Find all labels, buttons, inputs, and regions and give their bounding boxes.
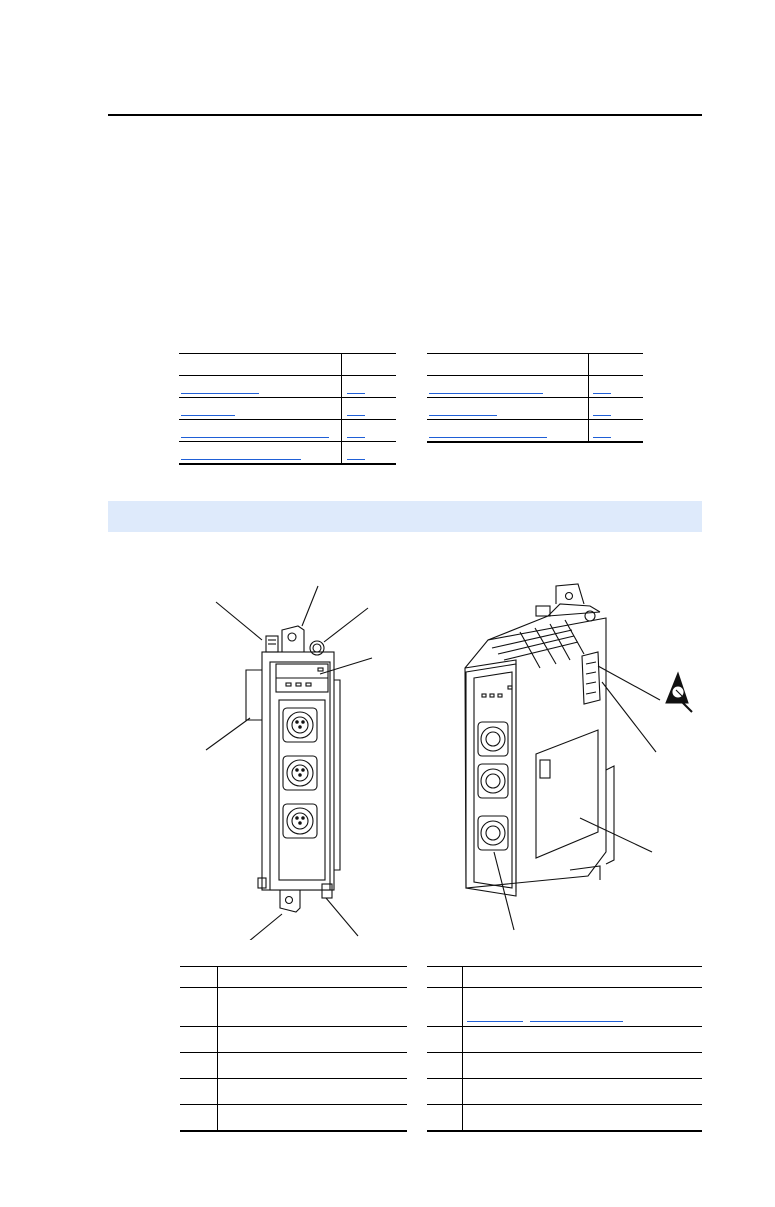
toc-link[interactable]: [181, 415, 235, 416]
toc-link[interactable]: [181, 393, 259, 394]
toc-page-link[interactable]: [347, 459, 365, 460]
legend-link[interactable]: [530, 1021, 623, 1022]
toc-page-link[interactable]: [347, 393, 365, 394]
toc-link[interactable]: [181, 459, 301, 460]
module-isometric-view: [465, 584, 660, 930]
section-heading-band: [108, 501, 702, 532]
top-rule: [108, 114, 702, 116]
toc-page-link[interactable]: [347, 437, 365, 438]
toc-page-link[interactable]: [593, 393, 611, 394]
toc-page-link[interactable]: [593, 437, 611, 438]
toc-link[interactable]: [429, 393, 543, 394]
legend-table-left: [180, 966, 407, 1132]
toc-link[interactable]: [429, 415, 497, 416]
toc-link[interactable]: [429, 437, 547, 438]
toc-link[interactable]: [181, 437, 329, 438]
esd-warning-icon: [666, 673, 692, 712]
module-illustrations: [0, 560, 775, 940]
module-front-view: [206, 586, 372, 940]
toc-page-link[interactable]: [347, 415, 365, 416]
contents-table-left: [179, 353, 396, 354]
legend-table-right: [427, 966, 702, 1132]
legend-link[interactable]: [467, 1021, 523, 1022]
toc-page-link[interactable]: [593, 415, 611, 416]
